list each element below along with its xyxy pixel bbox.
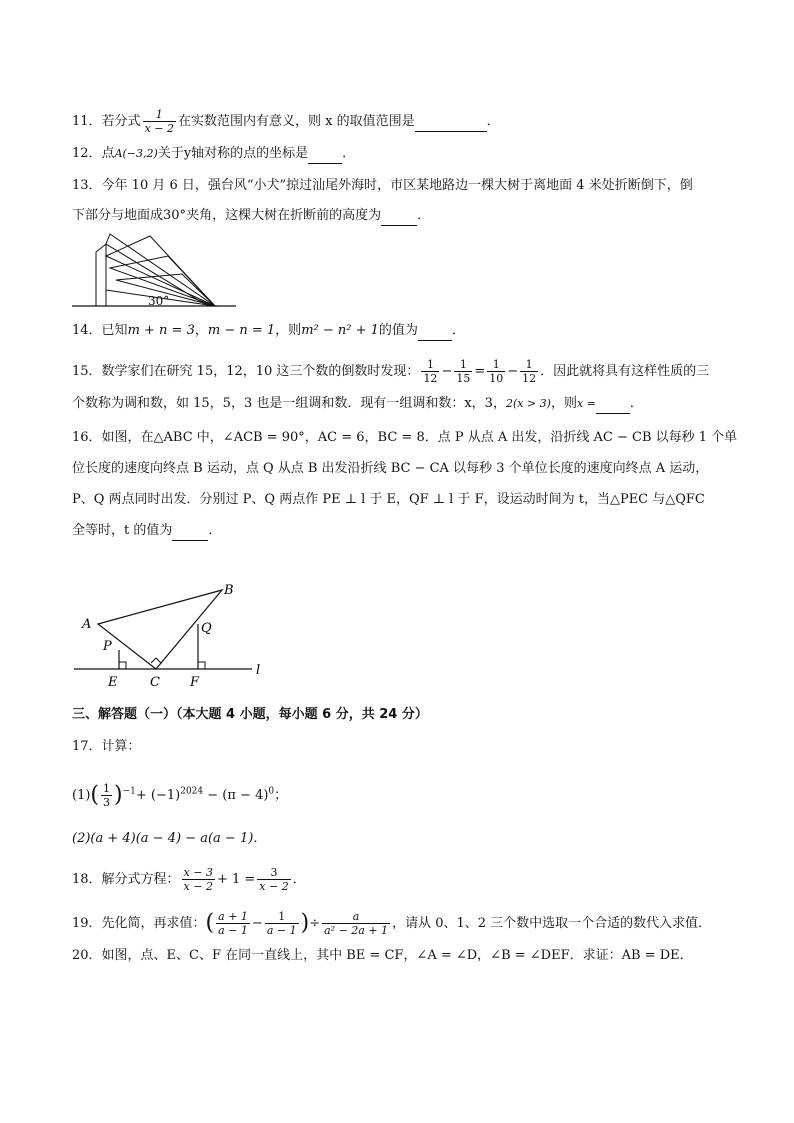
tree-fall-figure (70, 228, 240, 312)
question-14: 14．已知m + n = 3，m − n = 1，则m² − n² + 1的值为 ． (72, 322, 465, 341)
svg-text:P: P (103, 639, 112, 654)
answer-blank[interactable] (308, 145, 342, 164)
svg-text:F: F (190, 675, 200, 690)
question-19: 19．先化简，再求值：( $\frac{a + 1}{a - 1}$ − $\frac{1}{a - 1}$ )÷ $\frac{a}{\text{a² − 2a + 1}}$ ，请从 0、1、2 三个数中选取一个合适的数代入求值． (72, 910, 712, 937)
answer-blank[interactable] (172, 522, 208, 541)
question-16-line3: P、Q 两点同时出发．分别过 P、Q 两点作 PE ⊥ l 于 E，QF ⊥ l 于 F，设运动时间为 t，当△PEC 与△QFC (72, 492, 705, 507)
right-angle-f (198, 662, 205, 669)
svg-text:l: l (256, 663, 261, 678)
question-11: 11．若分式 $\frac{1}{x - 2}$ 在实数范围内有意义，则 x 的取值范围是 ． (72, 108, 500, 135)
question-16-line1: 16．如图，在△ABC 中，∠ACB = 90°，AC = 6，BC = 8．点 P 从点 A 出发，沿折线 AC − CB 以每秒 1 个单 (72, 430, 738, 445)
svg-text:B: B (224, 583, 234, 598)
section-heading: 三、解答题（一）（本大题 4 小题，每小题 6 分，共 24 分） (72, 707, 428, 722)
question-13-line1: 13．今年 10 月 6 日，强台风“小犬”掠过汕尾外海时，市区某地路边一棵大树于离地面 4 米处折断倒下，倒 (72, 178, 693, 193)
right-angle-c (151, 658, 161, 663)
svg-text:Q: Q (201, 621, 212, 636)
svg-text:C: C (150, 675, 160, 690)
question-17-part2: (2)(a + 4)(a − 4) − a(a − 1)． (72, 831, 267, 846)
triangle-figure (72, 578, 272, 690)
answer-blank[interactable] (381, 207, 417, 226)
question-17-title: 17．计算： (72, 739, 141, 754)
question-13-line2: 下部分与地面成30°夹角，这棵大树在折断前的高度为 ． (72, 207, 430, 226)
answer-blank[interactable] (596, 395, 630, 414)
angle-label: 30° (148, 294, 170, 308)
right-angle-e (119, 662, 126, 669)
answer-blank[interactable] (415, 113, 487, 132)
question-15-line1: 15．数学家们在研究 15，12，10 这三个数的倒数时发现： $\frac{1}{12}$ − $\frac{1}{15}$ = $\frac{1}{10}$ − $\frac{1}{12}$ ．因此就将具有这样性质的三 (72, 358, 710, 385)
svg-text:A: A (82, 617, 92, 632)
question-20: 20．如图，点、E、C、F 在同一直线上，其中 BE = CF，∠A = ∠D，∠B = ∠DEF．求证：AB = DE． (72, 948, 693, 963)
svg-text:E: E (108, 675, 118, 690)
question-16-line2: 位长度的速度向终点 B 运动，点 Q 从点 B 出发沿折线 BC − CA 以每秒 3 个单位长度的速度向终点 A 运动， (72, 461, 709, 476)
tree-trunk (96, 244, 106, 306)
question-16-line4: 全等时，t 的值为 ． (72, 522, 221, 541)
question-18: 18．解分式方程： $\frac{x - 3}{x - 2}$ + 1 = $\frac{3}{x - 2}$ ． (72, 866, 306, 893)
question-17-part1: (1)( $\frac{1}{3}$ )$^{-1}+ (-1)^{2024} - (\pi - 4)^0$； (72, 782, 288, 809)
fraction: $\frac{1}{x - 2}$ (144, 108, 174, 135)
question-12: 12．点A(−3,2)关于y轴对称的点的坐标是 ． (72, 145, 355, 164)
answer-blank[interactable] (418, 322, 452, 341)
question-15-line2: 个数称为调和数，如 15，5，3 也是一组调和数．现有一组调和数：x，3，2(x > 3)，则x = ． (72, 395, 643, 414)
